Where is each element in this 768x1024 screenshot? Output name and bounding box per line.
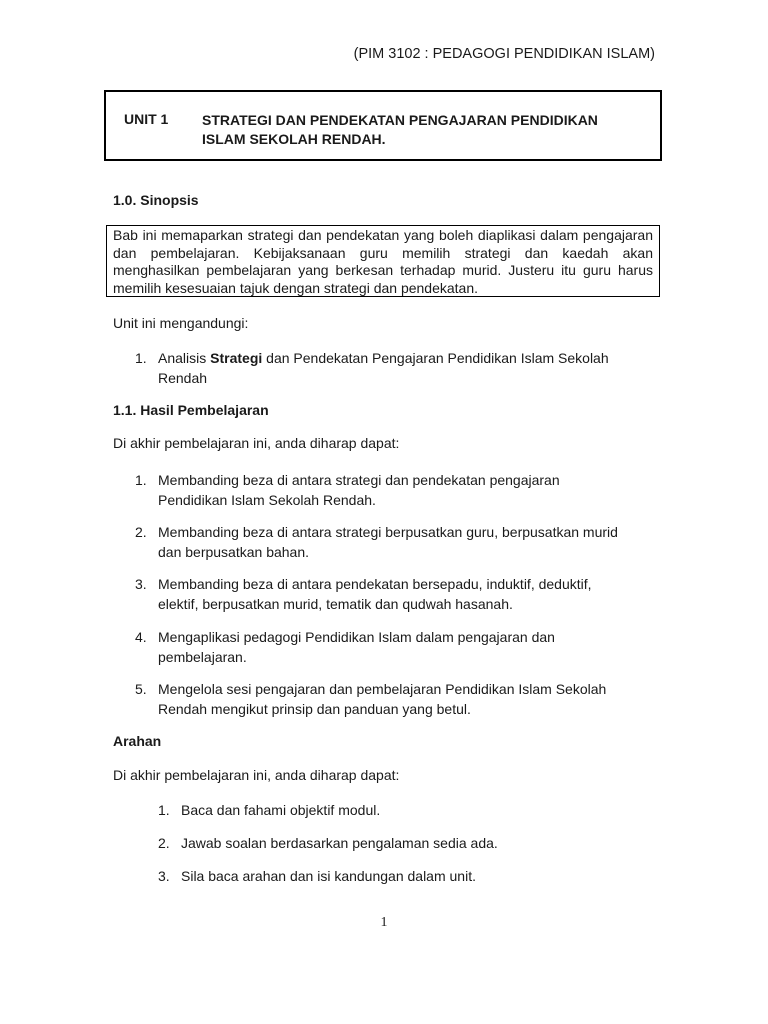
- list-number: 2.: [135, 524, 147, 540]
- list-number: 4.: [135, 629, 147, 645]
- list-text: [158, 470, 560, 510]
- arahan-intro: Di akhir pembelajaran ini, anda diharap dapat:: [113, 767, 400, 783]
- list-text: [158, 522, 618, 562]
- text-run: dan Pendekatan Pengajaran Pendidikan Islam Sekolah: [262, 350, 609, 366]
- text-line: Rendah mengikut prinsip dan panduan yang betul.: [158, 701, 471, 717]
- list-number: 1.: [135, 350, 147, 366]
- text-line: Pendidikan Islam Sekolah Rendah.: [158, 492, 376, 508]
- list-text: [158, 348, 609, 388]
- unit-title-line-1: STRATEGI DAN PENDEKATAN PENGAJARAN PENDIDIKAN: [202, 112, 598, 128]
- unit-title: [202, 111, 647, 149]
- text-line: Mengelola sesi pengajaran dan pembelajaran Pendidikan Islam Sekolah: [158, 681, 607, 697]
- list-number: 2.: [158, 835, 170, 851]
- list-number: 3.: [135, 576, 147, 592]
- sinopsis-heading: 1.0. Sinopsis: [113, 192, 199, 208]
- list-number: 1.: [158, 802, 170, 818]
- text-line: Membanding beza di antara strategi dan pendekatan pengajaran: [158, 472, 560, 488]
- course-header: (PIM 3102 : PEDAGOGI PENDIDIKAN ISLAM): [353, 46, 655, 62]
- list-number: 3.: [158, 868, 170, 884]
- unit-number: UNIT 1: [124, 111, 169, 127]
- text-line: Mengaplikasi pedagogi Pendidikan Islam dalam pengajaran dan: [158, 629, 555, 645]
- text-line: dan berpusatkan bahan.: [158, 544, 310, 560]
- list-text: Sila baca arahan dan isi kandungan dalam unit.: [181, 868, 476, 884]
- contents-intro: Unit ini mengandungi:: [113, 315, 249, 331]
- list-text: [158, 574, 592, 614]
- list-text: Baca dan fahami objektif modul.: [181, 802, 381, 818]
- text-line: elektif, berpusatkan murid, tematik dan qudwah hasanah.: [158, 596, 513, 612]
- list-text: [158, 679, 606, 719]
- sinopsis-text: Bab ini memaparkan strategi dan pendekatan yang boleh diaplikasi dalam pengajaran dan pembelajaran. Kebijaksanaan guru memilih strategi dan kaedah akan menghasilkan pembelajaran yang berkesan terhadap murid. Justeru itu guru harus memilih kesesuaian tajuk dengan strategi dan pendekatan.: [106, 225, 660, 297]
- bold-text: Strategi: [210, 350, 263, 366]
- text-line: Membanding beza di antara pendekatan bersepadu, induktif, deduktif,: [158, 576, 592, 592]
- list-item: [135, 470, 675, 510]
- hasil-intro: Di akhir pembelajaran ini, anda diharap dapat:: [113, 435, 400, 451]
- page-number: 1: [380, 915, 388, 930]
- list-item: [135, 574, 675, 614]
- hasil-heading: 1.1. Hasil Pembelajaran: [113, 402, 269, 418]
- list-number: 1.: [135, 472, 147, 488]
- list-item: [135, 522, 675, 562]
- arahan-heading: Arahan: [113, 733, 162, 749]
- list-number: 5.: [135, 681, 147, 697]
- list-text: [158, 627, 555, 667]
- list-item: [135, 627, 675, 667]
- text-line: Membanding beza di antara strategi berpusatkan guru, berpusatkan murid: [158, 524, 618, 540]
- list-text: Jawab soalan berdasarkan pengalaman sedia ada.: [181, 835, 498, 851]
- text-run: Rendah: [158, 370, 208, 386]
- text-run: Analisis: [158, 350, 211, 366]
- unit-title-line-2: ISLAM SEKOLAH RENDAH.: [202, 131, 386, 147]
- list-item: [135, 679, 675, 719]
- text-line: pembelajaran.: [158, 649, 247, 665]
